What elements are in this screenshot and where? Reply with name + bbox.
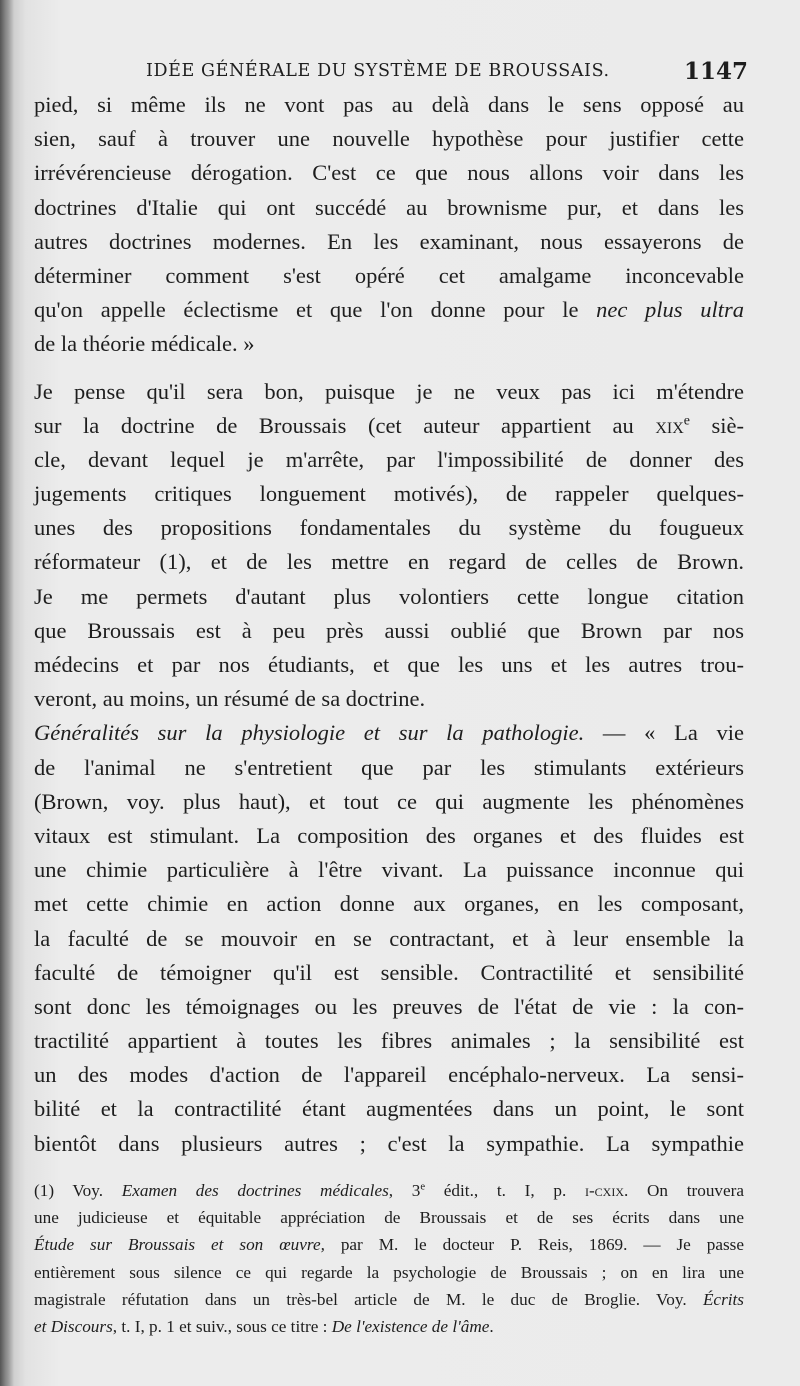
- footnote-line: [34, 1231, 744, 1258]
- text-line: [34, 716, 744, 750]
- text-line: vitaux est stimulant. La composition des organes et des fluides est: [34, 822, 744, 848]
- body-text: [34, 88, 744, 1161]
- page-range: i-cxix: [584, 1181, 625, 1200]
- footnote: [34, 1177, 744, 1340]
- text-run: siè-: [689, 412, 744, 438]
- text-line: faculté de témoigner qu'il est sensible. Contractilité et sensibilité: [34, 959, 744, 985]
- text-line: sont donc les témoignages ou les preuves de l'état de vie : la con-: [34, 993, 744, 1019]
- text-line: jugements critiques longuement motivés), de rappeler quelques-: [34, 481, 744, 507]
- binding-shadow: [0, 0, 14, 1386]
- cited-title: et Discours: [34, 1316, 113, 1336]
- page-header: [0, 58, 800, 88]
- cited-title: Examen des doctrines médicales: [121, 1181, 389, 1200]
- cited-title: Écrits: [702, 1289, 744, 1309]
- text-line: tractilité appartient à toutes les fibres animales ; la sensibilité est: [34, 1028, 744, 1054]
- footnote-line: entièrement sous silence ce qui regarde la psychologie de Broussais ; on en lira une: [34, 1262, 744, 1282]
- text-line: un des modes d'action de l'appareil encéphalo-nerveux. La sensi-: [34, 1062, 744, 1088]
- paragraph-gap: [34, 362, 744, 375]
- text-line: déterminer comment s'est opéré cet amalgame inconcevable: [34, 262, 744, 288]
- text-line: la faculté de se mouvoir en se contractant, et à leur ensemble la: [34, 925, 744, 951]
- text-line: [34, 409, 744, 443]
- paragraph: [34, 375, 744, 717]
- text-run: — « La vie: [584, 720, 744, 746]
- text-line: Je me permets d'autant plus volontiers cette longue citation: [34, 583, 744, 609]
- text-run: magistrale réfutation dans un très-bel article de M. le duc de Broglie. Voy.: [34, 1289, 703, 1309]
- italic-phrase: nec plus ultra: [596, 297, 744, 323]
- text-line: bilité et la contractilité étant augmentées dans un point, le sont: [34, 1096, 744, 1122]
- footnote-line: [34, 1177, 744, 1204]
- page-number: 1147: [684, 58, 749, 85]
- text-line: sien, sauf à trouver une nouvelle hypothèse pour justifier cette: [34, 126, 744, 152]
- text-line: médecins et par nos étudiants, et que les uns et les autres trou-: [34, 652, 744, 677]
- paragraph: [34, 88, 744, 362]
- text-line: une chimie particulière à l'être vivant. La puissance inconnue qui: [34, 857, 744, 883]
- text-line: autres doctrines modernes. En les examinant, nous essayerons de: [34, 228, 744, 254]
- footnote-line: une judicieuse et équitable appréciation de Broussais et de ses écrits dans une: [34, 1208, 744, 1228]
- century-numeral: xix: [655, 412, 684, 438]
- paragraph: [34, 716, 744, 1160]
- text-line: de l'animal ne s'entretient que par les stimulants extérieurs: [34, 754, 744, 780]
- text-run: sur la doctrine de Broussais (cet auteur appartient au: [34, 412, 656, 438]
- text-line: de la théorie médicale. »: [34, 331, 255, 357]
- text-run: .: [489, 1316, 494, 1336]
- cited-title: Étude sur Broussais et son œuvre,: [34, 1235, 325, 1255]
- text-line: unes des propositions fondamentales du système du fougueux: [34, 515, 744, 541]
- text-run: . On trouvera: [624, 1181, 744, 1200]
- text-run: (1) Voy.: [34, 1181, 122, 1200]
- text-run: , 3: [388, 1181, 421, 1200]
- text-line: Je pense qu'il sera bon, puisque je ne veux pas ici m'étendre: [34, 378, 744, 404]
- text-line: veront, au moins, un résumé de sa doctrine.: [34, 686, 426, 712]
- text-line: irrévérencieuse dérogation. C'est ce que nous allons voir dans les: [34, 160, 744, 186]
- superscript: e: [683, 413, 690, 429]
- text-line: que Broussais est à peu près aussi oublié que Brown par nos: [34, 617, 744, 643]
- cited-title: De l'existence de l'âme: [331, 1316, 490, 1336]
- text-line: (Brown, voy. plus haut), et tout ce qui augmente les phénomènes: [34, 788, 744, 814]
- footnote-line: [34, 1286, 744, 1313]
- text-line: met cette chimie en action donne aux organes, en les composant,: [34, 891, 744, 917]
- running-title: IDÉE GÉNÉRALE DU SYSTÈME DE BROUSSAIS.: [146, 61, 610, 81]
- superscript: e: [420, 1181, 426, 1193]
- text-run: édit., t. I, p.: [425, 1181, 585, 1200]
- text-line: réformateur (1), et de les mettre en regard de celles de Brown.: [34, 549, 744, 575]
- text-run: , t. I, p. 1 et suiv., sous ce titre :: [112, 1316, 332, 1336]
- text-run: qu'on appelle éclectisme et que l'on donne pour le: [34, 297, 597, 323]
- text-run: par M. le docteur P. Reis, 1869. — Je passe: [324, 1235, 744, 1255]
- text-line: doctrines d'Italie qui ont succédé au brownisme pur, et dans les: [34, 194, 744, 220]
- text-line: pied, si même ils ne vont pas au delà dans le sens opposé au: [34, 92, 744, 117]
- text-line: [34, 293, 744, 327]
- text-line: cle, devant lequel je m'arrête, par l'impossibilité de donner des: [34, 446, 744, 472]
- footnote-line: [34, 1313, 744, 1340]
- text-line: bientôt dans plusieurs autres ; c'est la sympathie. La sympathie: [34, 1130, 744, 1156]
- section-heading: Généralités sur la physiologie et sur la pathologie.: [34, 720, 585, 746]
